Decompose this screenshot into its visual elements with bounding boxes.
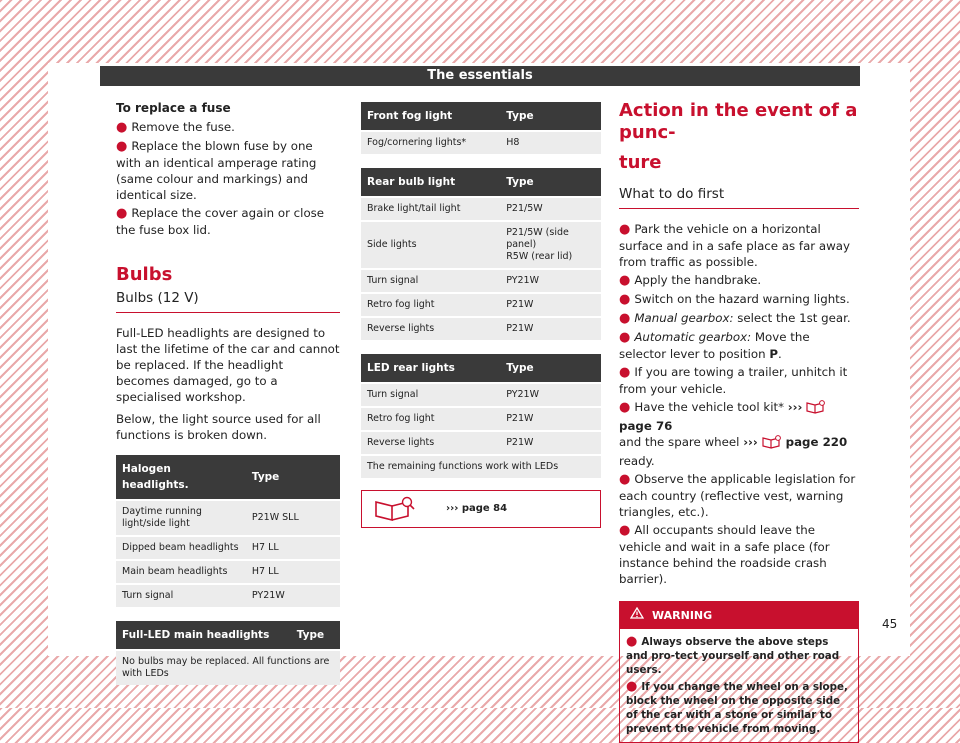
table-row [361,198,601,220]
page-number: 45 [882,617,898,631]
table-cell: H7 LL [246,537,340,559]
table-header-row [361,102,601,130]
table-row [361,408,601,430]
table-header-cell: Type [500,354,601,382]
led-rear-table [361,352,601,480]
list-item: ● Manual gearbox: select the 1st gear. [619,311,851,326]
table-cell: P21W [500,294,601,316]
list-item: ● Observe the applicable legislation for each country (reflective vest, warning triangles, etc.). [619,472,856,519]
bullet-icon: ● [626,679,638,694]
table-row [116,501,340,535]
list-item: ● Have the vehicle tool kit* ››› page 76 and the spare wheel ››› page 220 ready. [619,400,848,468]
table-cell: Side lights [361,222,500,268]
rear-bulb-table [361,166,601,342]
list-item: ● Automatic gearbox: Move the selector lever to position P. [619,330,810,361]
table-header-cell: Type [500,102,601,130]
table-row [361,222,601,268]
page-link[interactable]: page 76 [619,419,673,433]
paragraph: Full-LED headlights are designed to last the lifetime of the car and cannot be replaced. If the headlight becomes damaged, go to a specialised workshop. [116,326,340,404]
list-item: ● Always observe the above steps and pro-tect yourself and other road users. [626,634,840,676]
table-cell: Reverse lights [361,318,500,340]
table-cell: Fog/cornering lights* [361,132,500,154]
fuse-step: ● Replace the blown fuse by one with an identical amperage rating (same colour and markings) and identical size. [116,139,317,202]
table-cell: Daytime running light/side light [116,501,246,535]
bullet-icon: ● [619,330,631,345]
table-cell: The remaining functions work with LEDs [361,456,601,478]
table-cell: P21W [500,408,601,430]
table-row [361,456,601,478]
table-header-cell: LED rear lights [361,354,500,382]
bulbs-title: Bulbs [116,264,173,285]
book-icon [362,496,426,522]
warning-box [619,601,859,743]
table-row [116,561,340,583]
table-cell: H8 [500,132,601,154]
bullet-icon: ● [619,523,631,538]
warning-body [620,629,858,742]
table-cell: P21W [500,318,601,340]
column-right [619,100,859,743]
table-cell: No bulbs may be replaced. All functions are with LEDs [116,651,340,685]
table-header-cell: Full-LED main headlights [116,621,291,649]
list-item: ● All occupants should leave the vehicle and wait in a safe place (for instance behind the roadside crash barrier). [619,523,830,586]
bullet-icon: ● [619,222,631,237]
paragraph: Below, the light source used for all functions is broken down. [116,412,321,442]
section-subtitle: What to do first [619,186,859,209]
table-header-cell: Halogen headlights. [116,455,246,499]
table-cell: P21W [500,432,601,454]
table-cell: P21W SLL [246,501,340,535]
bullet-icon: ● [619,273,631,288]
table-header-row [116,621,340,649]
table-header-cell: Type [246,455,340,499]
book-icon [806,400,826,418]
table-cell: PY21W [500,384,601,406]
table-row [361,432,601,454]
table-cell: PY21W [246,585,340,607]
page-link[interactable]: page 220 [781,435,848,449]
page-header: The essentials [100,66,860,86]
table-header-cell: Type [500,168,601,196]
table-cell: PY21W [500,270,601,292]
table-row [361,294,601,316]
bullet-icon: ● [619,472,631,487]
bullet-icon: ● [626,634,638,649]
table-header-row [116,455,340,499]
table-cell: Turn signal [361,384,500,406]
list-item: ● If you change the wheel on a slope, block the wheel on the opposite side of the car with a stone or similar to prevent the vehicle from moving. [626,679,848,735]
table-cell: Turn signal [361,270,500,292]
table-cell: H7 LL [246,561,340,583]
bullet-icon: ● [116,120,128,135]
list-item: ● Switch on the hazard warning lights. [619,292,850,307]
fullled-table [116,619,340,687]
bullet-icon: ● [619,400,631,415]
column-left [116,100,340,697]
table-cell: Retro fog light [361,294,500,316]
table-header-row [361,168,601,196]
table-header-cell: Front fog light [361,102,500,130]
table-cell: Turn signal [116,585,246,607]
table-row [116,585,340,607]
bullet-icon: ● [116,206,128,221]
table-row [361,384,601,406]
bullet-icon: ● [116,139,128,154]
warning-icon [630,607,644,624]
table-cell: Main beam headlights [116,561,246,583]
list-item: ● Park the vehicle on a horizontal surface and in a safe place as far away from traffic as possible. [619,222,850,269]
table-row [361,270,601,292]
table-row [361,132,601,154]
page-reference-box [361,490,601,528]
fuse-step: ● Remove the fuse. [116,120,235,135]
bullet-icon: ● [619,292,631,307]
table-row [116,651,340,685]
fog-table [361,100,601,156]
page-reference-link[interactable]: ››› page 84 [446,503,508,514]
table-cell: Reverse lights [361,432,500,454]
bullet-icon: ● [619,311,631,326]
table-cell: P21/5W [500,198,601,220]
table-cell: Retro fog light [361,408,500,430]
table-header-cell: Rear bulb light [361,168,500,196]
table-header-cell: Type [291,621,340,649]
warning-header [620,602,858,629]
halogen-table [116,453,340,609]
bullet-icon: ● [619,365,631,380]
bulbs-subtitle: Bulbs (12 V) [116,290,340,313]
list-item: ● Apply the handbrake. [619,273,762,288]
table-header-row [361,354,601,382]
book-icon [762,435,782,453]
fuse-step: ● Replace the cover again or close the fuse box lid. [116,206,325,237]
table-cell: Brake light/tail light [361,198,500,220]
table-row [116,537,340,559]
warning-label: WARNING [652,608,713,622]
list-item: ● If you are towing a trailer, unhitch it from your vehicle. [619,365,848,396]
table-row [361,318,601,340]
table-cell: P21/5W (side panel) R5W (rear lid) [500,222,601,268]
section-title: Action in the event of a punc- ture [619,100,858,173]
column-middle [361,100,601,528]
fuse-title: To replace a fuse [116,101,231,115]
table-cell: Dipped beam headlights [116,537,246,559]
